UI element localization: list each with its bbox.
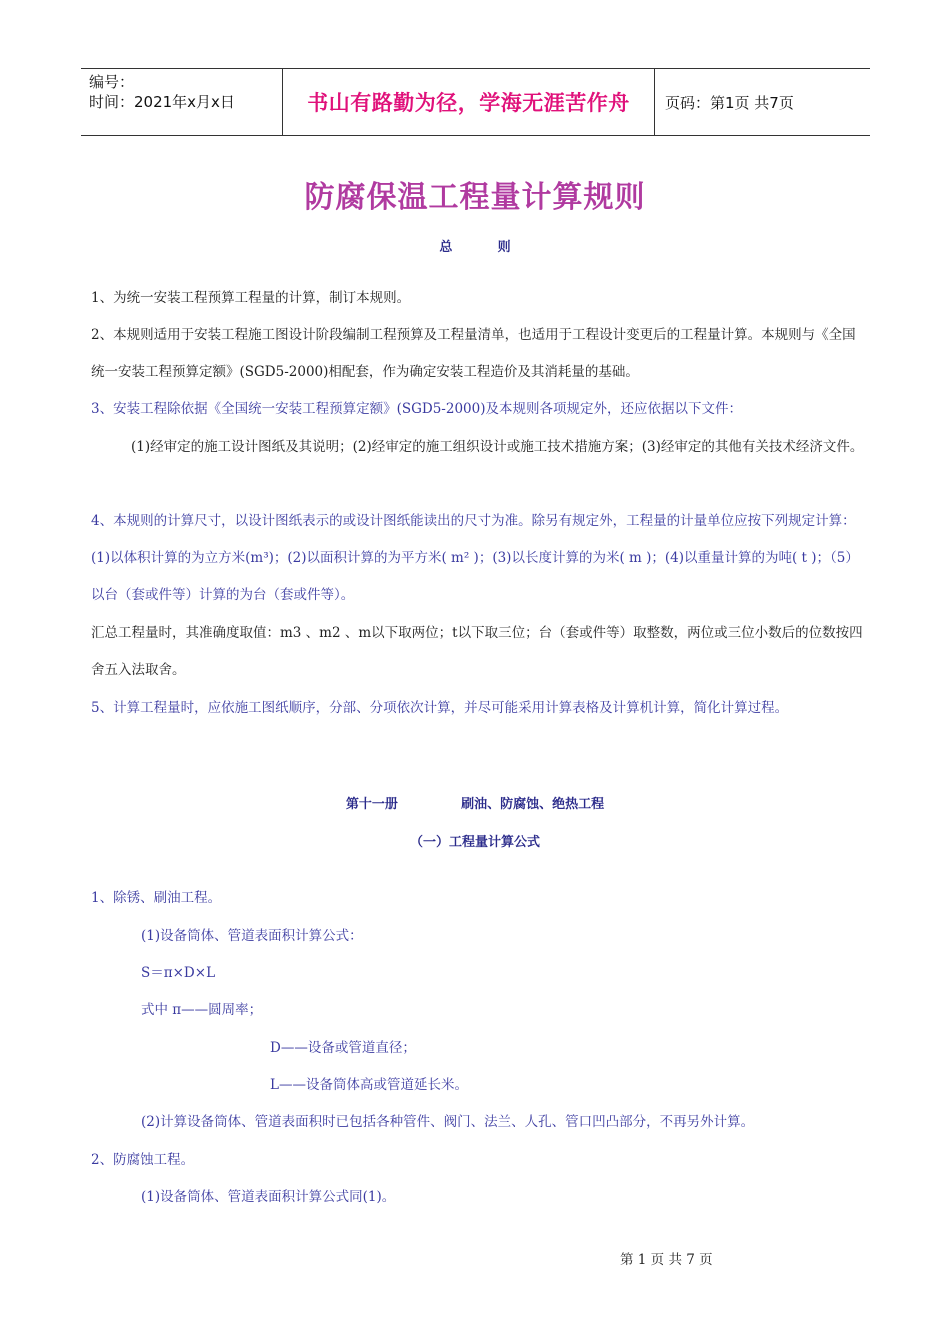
- formula-where-pi: 式中 π——圆周率；: [141, 1002, 263, 1018]
- formula-item-2-1: (1)设备筒体、管道表面积计算公式同(1)。: [141, 1189, 396, 1205]
- header-meta: [81, 69, 283, 135]
- general-item-2: 2、本规则适用于安装工程施工图设计阶段编制工程预算及工程量清单，也适用于工程设计变更后的工程量计算。本规则与《全国统一安装工程预算定额》(SGD5-2000)相配套，作为确定安装工程造价及其消耗量的基础。: [91, 327, 856, 380]
- general-item-3-files: (1)经审定的施工设计图纸及其说明；(2)经审定的施工组织设计或施工技术措施方案；(3)经审定的其他有关技术经济文件。: [131, 439, 864, 455]
- formula-item-1-2: (2)计算设备筒体、管道表面积时已包括各种管件、阀门、法兰、人孔、管口凹凸部分，不再另外计算。: [141, 1114, 755, 1130]
- document-time: 时间：2021年x月x日: [89, 93, 235, 111]
- formula-where-l: L——设备筒体高或管道延长米。: [270, 1077, 468, 1093]
- header-page-number: 页码：第1页 共7页: [665, 93, 794, 112]
- section-heading: （一）工程量计算公式: [409, 835, 540, 850]
- page-header: [81, 68, 870, 136]
- formula-item-1: 1、除锈、刷油工程。: [91, 890, 222, 906]
- header-motto: 书山有路勤为径，学海无涯苦作舟: [307, 91, 630, 115]
- page-footer: 第 1 页 共 7 页: [620, 1252, 713, 1268]
- formula-item-2: 2、防腐蚀工程。: [91, 1152, 195, 1168]
- document-number: 编号：: [89, 73, 135, 91]
- general-item-4: 4、本规则的计算尺寸，以设计图纸表示的或设计图纸能读出的尺寸为准。除另有规定外，工程量的计量单位应按下列规定计算：(1)以体积计算的为立方米(m³)；(2)以面积计算的为平方米( m² )；(3)以长度计算的为米( m )；(4)以重量计算的为吨( t )；（5）以台（套或件等）计算的为台（套或件等）。: [91, 513, 859, 603]
- general-item-1: 1、为统一安装工程预算工程量的计算，制订本规则。: [91, 290, 411, 306]
- general-heading: 总 则: [439, 240, 511, 255]
- general-item-3: 3、安装工程除依据《全国统一安装工程预算定额》(SGD5-2000)及本规则各项规定外，还应依据以下文件：: [91, 401, 742, 417]
- formula-surface-area: S＝π×D×L: [141, 965, 216, 981]
- header-motto-cell: [283, 69, 655, 135]
- formula-where-d: D——设备或管道直径；: [270, 1040, 416, 1056]
- formula-item-1-1: (1)设备筒体、管道表面积计算公式：: [141, 928, 363, 944]
- general-item-4-precision: 汇总工程量时，其准确度取值：m3 、m2 、m以下取两位；t以下取三位；台（套或件等）取整数，两位或三位小数后的位数按四舍五入法取舍。: [91, 625, 863, 678]
- volume-heading: 第十一册 刷油、防腐蚀、绝热工程: [345, 797, 605, 812]
- general-item-5: 5、计算工程量时，应依施工图纸顺序，分部、分项依次计算，并尽可能采用计算表格及计算机计算，简化计算过程。: [91, 700, 789, 716]
- document-title: 防腐保温工程量计算规则: [304, 180, 646, 215]
